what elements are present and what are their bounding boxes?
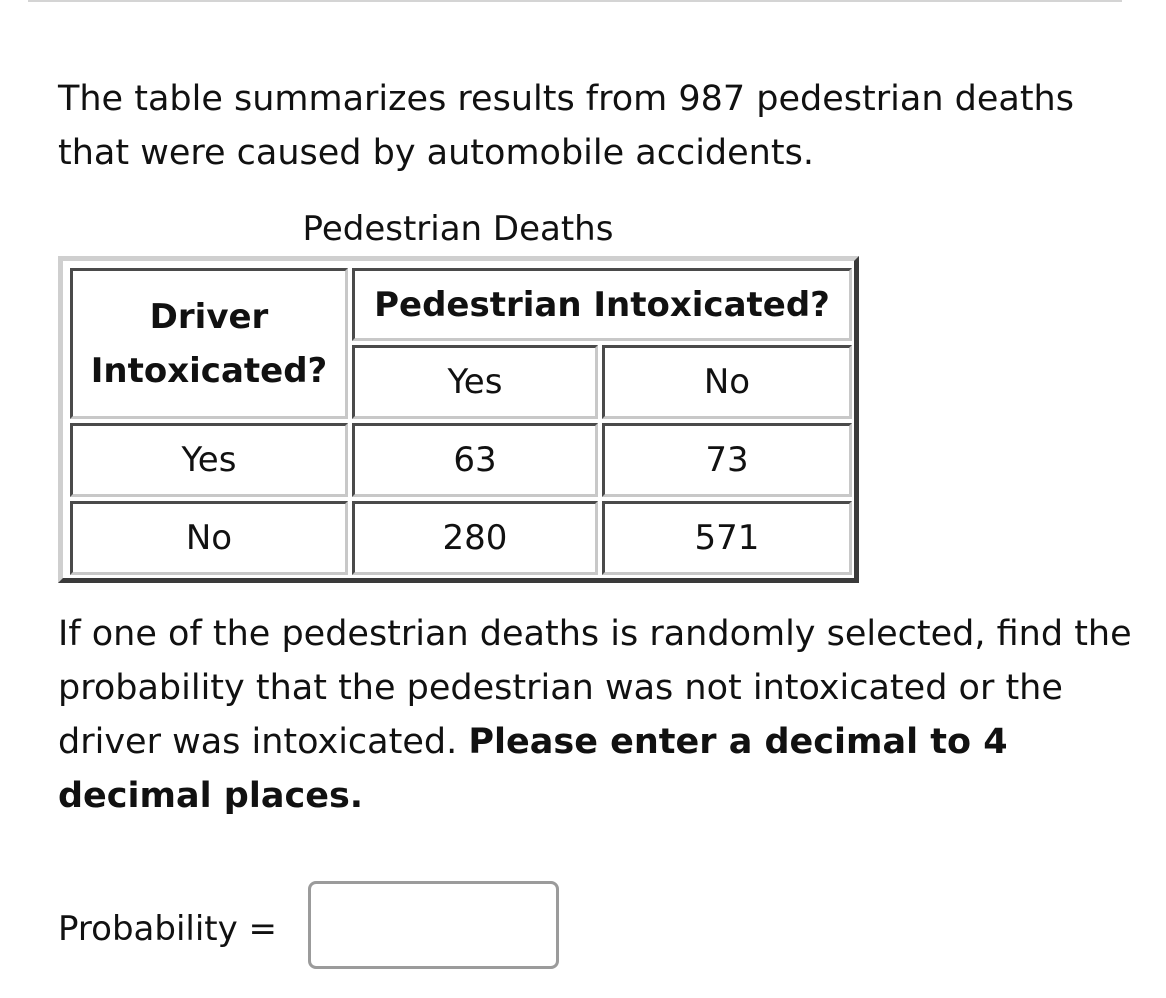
cell-driver-yes-ped-yes: 63 bbox=[352, 423, 598, 497]
cell-driver-no-ped-no: 571 bbox=[602, 501, 852, 575]
cell-driver-yes-ped-no: 73 bbox=[602, 423, 852, 497]
question-text: If one of the pedestrian deaths is randomly selected, find the probability that the pedestrian was not intoxicated or the driver was intoxicated. bbox=[58, 614, 1132, 762]
probability-input[interactable] bbox=[308, 881, 559, 969]
cell-driver-no-ped-yes: 280 bbox=[352, 501, 598, 575]
row-label-no: No bbox=[70, 501, 348, 575]
col-group-header-pedestrian-intoxicated: Pedestrian Intoxicated? bbox=[352, 268, 852, 341]
question-paragraph bbox=[58, 607, 1138, 823]
top-divider bbox=[28, 0, 1122, 2]
contingency-table bbox=[58, 256, 859, 583]
table-caption: Pedestrian Deaths bbox=[302, 209, 614, 249]
col-header-no: No bbox=[602, 345, 852, 419]
probability-label: Probability = bbox=[58, 909, 278, 949]
intro-text: The table summarizes results from 987 pedestrian deaths that were caused by automobile accidents. bbox=[58, 79, 1074, 173]
col-header-yes: Yes bbox=[352, 345, 598, 419]
question-instruction: Please enter a decimal to 4 decimal places. bbox=[58, 722, 1008, 816]
row-label-yes: Yes bbox=[70, 423, 348, 497]
row-header-driver-intoxicated: Driver Intoxicated? bbox=[70, 268, 348, 419]
